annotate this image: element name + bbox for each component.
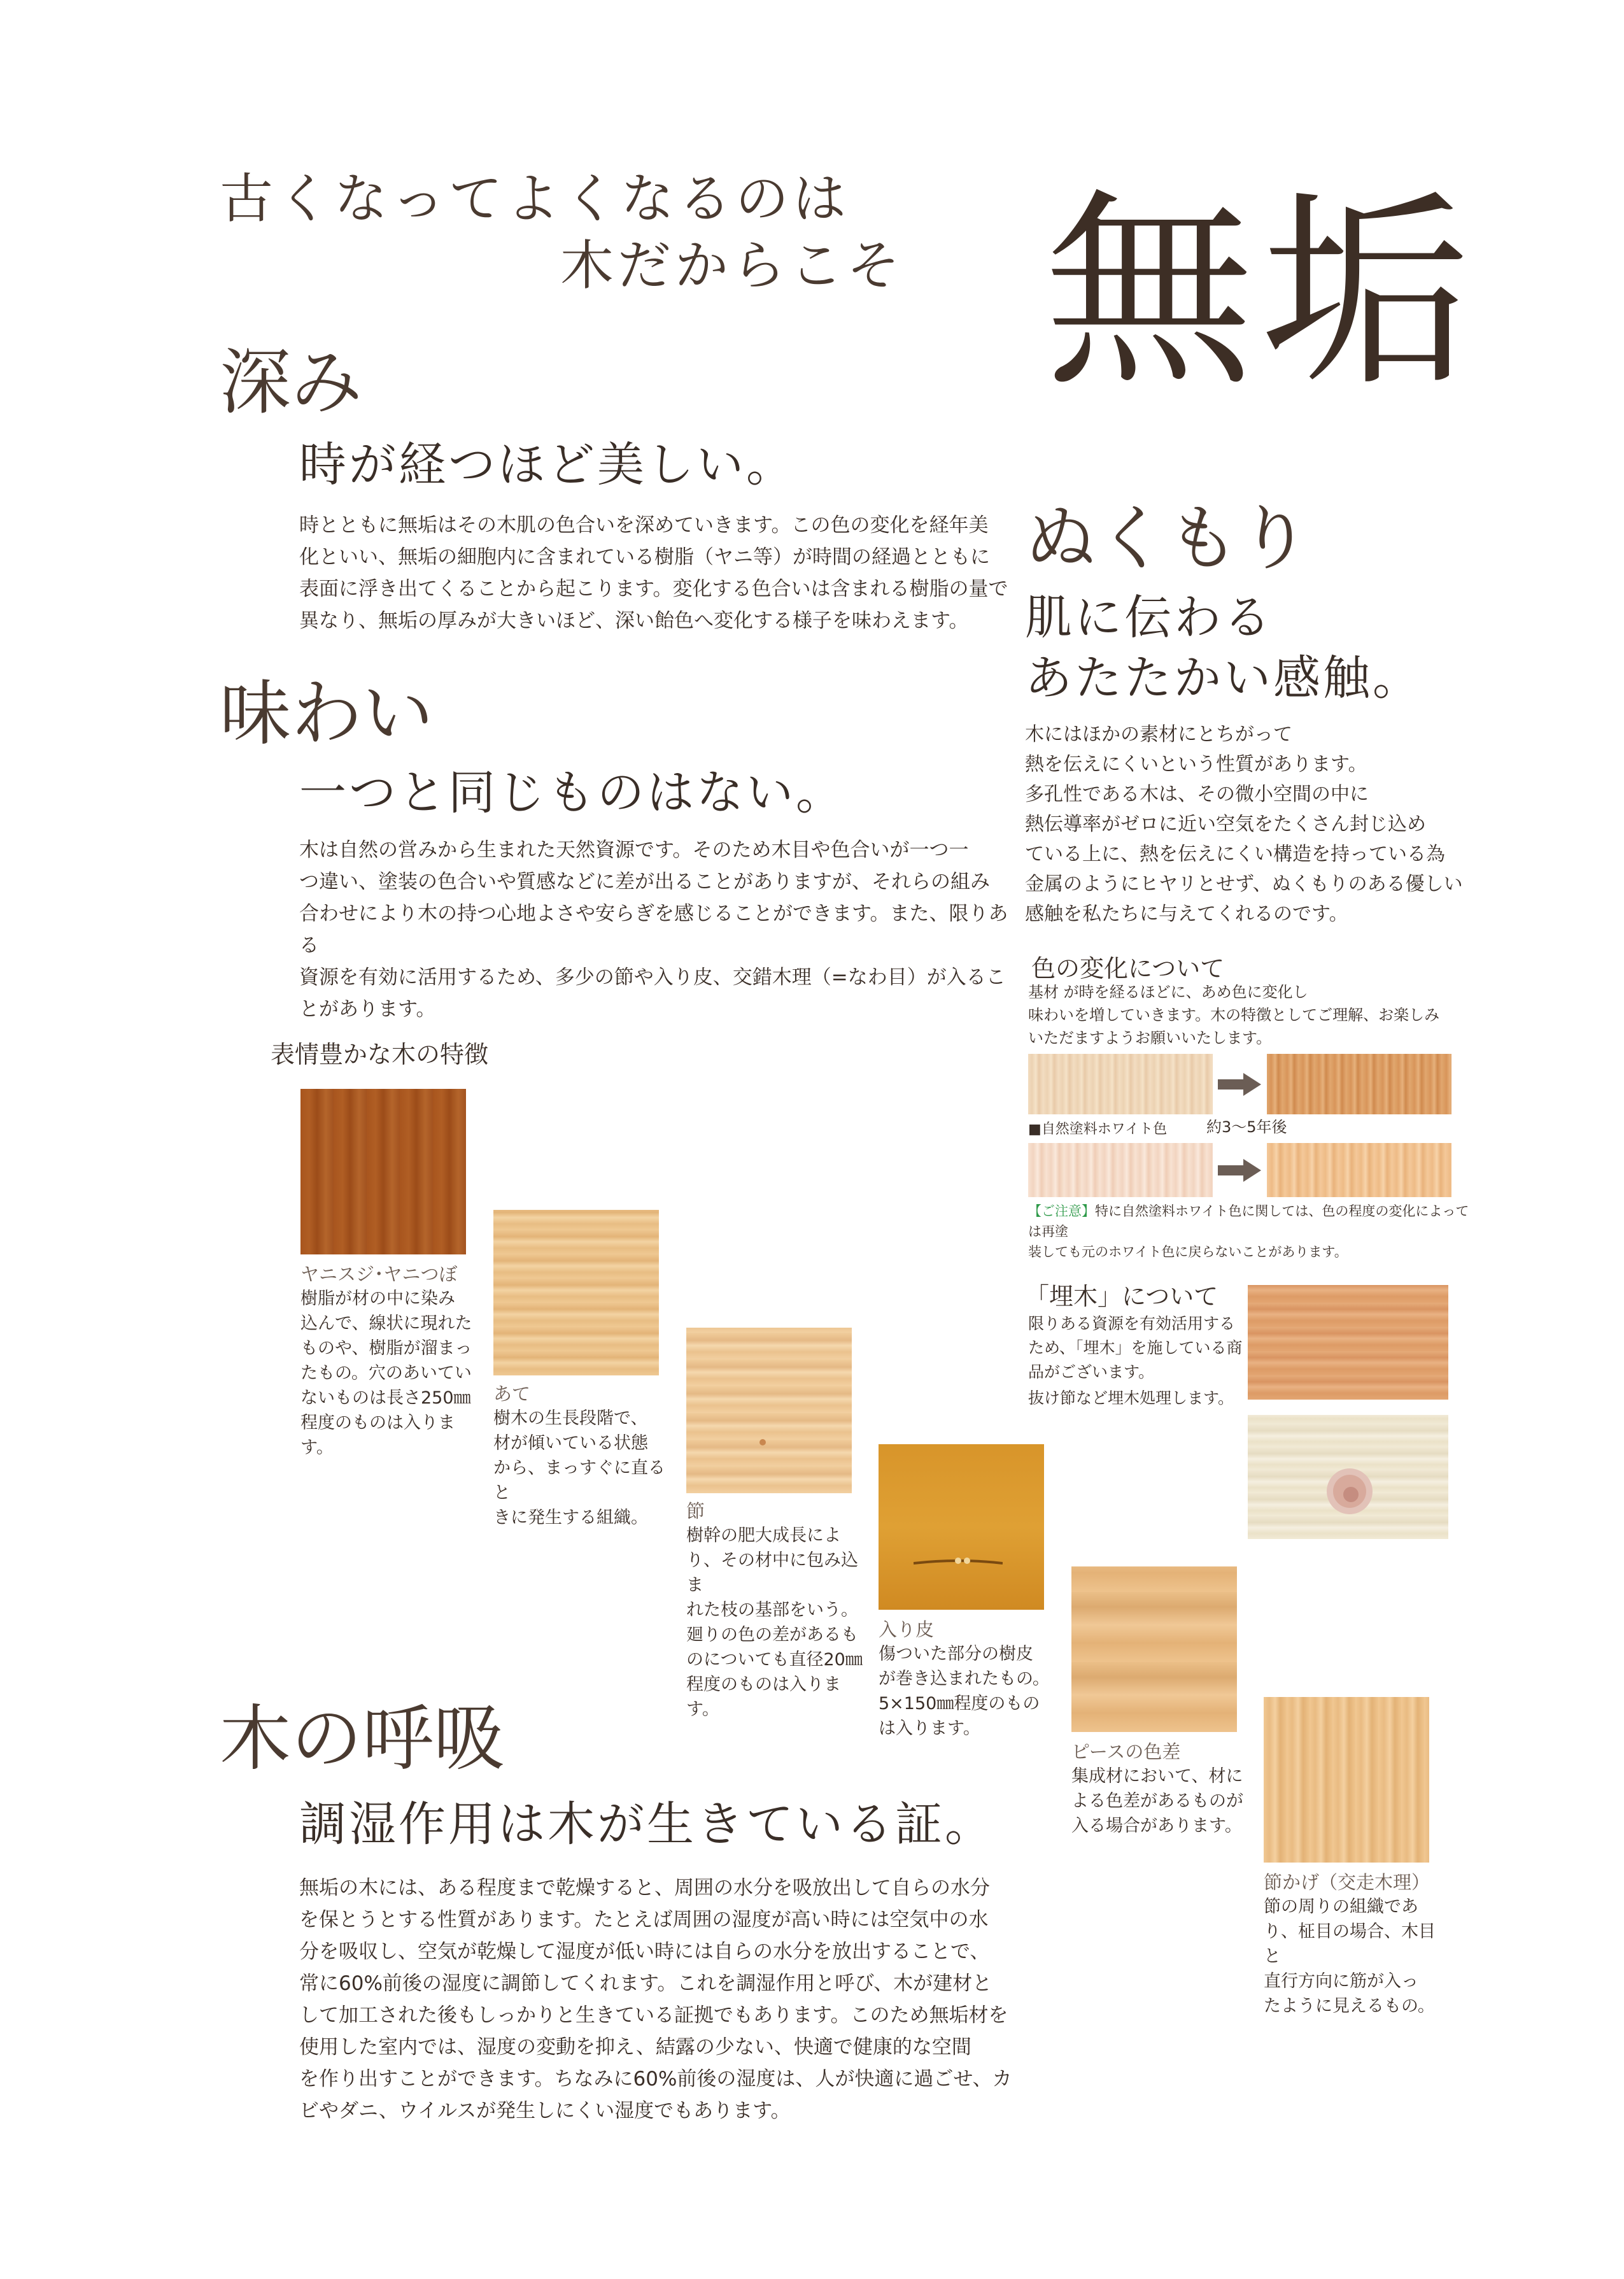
umoregi-heading: 「埋木」について xyxy=(1025,1282,1218,1310)
arrow-right-icon-2 xyxy=(1218,1158,1262,1183)
feature-image-ate xyxy=(493,1210,659,1375)
feature-label-fushikage: 節かげ（交走木理） xyxy=(1264,1871,1430,1893)
feature-label-ate: あて xyxy=(493,1383,531,1405)
natural-before-image xyxy=(1028,1143,1213,1197)
feature-text-yanisuji: 樹脂が材の中に染み 込んで、線状に現れた ものや、樹脂が溜まっ たもの。穴のあいてい ないものは長さ250㎜ 程度のものは入ります。 xyxy=(300,1289,472,1458)
kokyu-subheading: 調湿作用は木が生きている証。 xyxy=(299,1797,994,1852)
feature-image-fushikage xyxy=(1264,1697,1429,1863)
fukami-subheading: 時が経つほど美しい。 xyxy=(299,437,796,492)
ajiwai-body: 木は自然の営みから生まれた天然資源です。そのため木目や色合いが一つ一 つ違い、塗装の色合いや質感などに差が出ることがありますが、それらの組み 合わせにより木の持つ心地よさや安らぎを感じることができます。また、限りある 資源を有効に活用するため、多少の節や入り皮、交錯木理（=なわ目）が入るこ とがあります。 xyxy=(299,839,1008,1021)
features-heading: 表情豊かな木の特徴 xyxy=(271,1040,489,1069)
ajiwai-heading: 味わい xyxy=(220,672,434,755)
white-finish-after-image xyxy=(1267,1054,1451,1114)
ajiwai-subheading: 一つと同じものはない。 xyxy=(299,765,845,820)
color-change-heading: 色の変化について xyxy=(1031,955,1225,983)
feature-label-yanisuji: ヤニスジ･ヤニつぼ xyxy=(300,1263,458,1285)
wood-plug-knot xyxy=(1324,1466,1375,1517)
natural-after-image xyxy=(1267,1143,1451,1197)
fukami-body: 時とともに無垢はその木肌の色合いを深めていきます。この色の変化を経年美 化といい、無垢の細胞内に含まれている樹脂（ヤニ等）が時間の経過とともに 表面に浮き出てくることから起こります。変化する色合いは含まれる樹脂の量で 異なり、無垢の厚みが大きいほど、深い飴色へ変化する様子を味わえます。 xyxy=(299,514,1008,632)
headline-line2: 木だからこそ xyxy=(560,234,905,297)
feature-label-piece: ピースの色差 xyxy=(1071,1741,1181,1763)
feature-text-fushi: 樹幹の肥大成長によ り、その材中に包み込ま れた枝の基部をいう。 廻りの色の差があるも のについても直径20㎜ 程度のものは入ります。 xyxy=(686,1526,863,1719)
note-tag: 【ご注意】 xyxy=(1028,1203,1095,1219)
fukami-heading: 深み xyxy=(220,341,362,424)
umoregi-body: 限りある資源を有効活用する ため、「埋木」を施している商 品がございます。 xyxy=(1028,1314,1243,1381)
headline-line1: 古くなってよくなるのは xyxy=(220,167,851,230)
nukumori-subheading-1: 肌に伝わる xyxy=(1025,590,1273,645)
kokyu-heading: 木の呼吸 xyxy=(220,1698,505,1780)
note-text: 特に自然塗料ホワイト色に関しては、色の程度の変化によっては再塗 装しても元のホワイト色に戻らないことがあります。 xyxy=(1028,1203,1469,1260)
umoregi-body-2: 抜け節など埋木処理します。 xyxy=(1028,1389,1234,1407)
arrow-right-icon xyxy=(1218,1072,1262,1097)
feature-label-fushi: 節 xyxy=(686,1500,705,1522)
headline-big-kanji: 無垢 xyxy=(1044,171,1477,415)
feature-image-yanisuji xyxy=(300,1089,466,1254)
nukumori-body: 木にはほかの素材にとちがって 熱を伝えにくいという性質があります。 多孔性である木は、その微小空間の中に 熱伝導率がゼロに近い空気をたくさん封じ込め ている上に、熱を伝えにくい構造を持っている為 金属のようにヒヤリとせず、ぬくもりのある優しい 感触を私たちに与えてくれるのです。 xyxy=(1025,723,1463,925)
umoregi-image-1 xyxy=(1248,1285,1448,1400)
feature-image-fushi xyxy=(686,1328,852,1493)
feature-image-piece xyxy=(1071,1566,1237,1732)
feature-text-ate: 樹木の生長段階で、 材が傾いている状態 から、まっすぐに直ると きに発生する組織。 xyxy=(493,1409,665,1528)
years-label: 約3〜5年後 xyxy=(1206,1118,1287,1136)
nukumori-heading: ぬくもり xyxy=(1025,497,1310,580)
bark-inclusion-mark xyxy=(914,1556,1003,1568)
feature-image-irikawa xyxy=(879,1444,1044,1610)
color-change-body: 基材 が時を経るほどに、あめ色に変化し 味わいを増していきます。木の特徴としてご理解、お楽しみ いただますようお願いいたします。 xyxy=(1028,983,1440,1047)
color-change-note xyxy=(1028,1201,1474,1262)
knot-mark xyxy=(756,1436,769,1449)
white-finish-label: ■自然塗料ホワイト色 xyxy=(1028,1121,1168,1137)
umoregi-image-2 xyxy=(1248,1415,1448,1539)
kokyu-body: 無垢の木には、ある程度まで乾燥すると、周囲の水分を吸放出して自らの水分 を保とうとする性質があります。たとえば周囲の湿度が高い時には空気中の水 分を吸収し、空気が乾燥して湿度が低い時には自らの水分を放出することで、 常に60%前後の湿度に調節してくれます。これを調湿作用と呼び、木が建材と して加工された後もしっかりと生きている証拠でもあります。このため無垢材を 使用した室内では、湿度の変動を抑え、結露の少ない、快適で健康的な空間 を作り出すことができます。ちなみに60%前後の湿度は、人が快適に過ごせ、カ ビやダニ、ウイルスが発生しにくい湿度でもあります。 xyxy=(299,1877,1012,2122)
feature-text-irikawa: 傷ついた部分の樹皮 が巻き込まれたもの。 5×150㎜程度のもの は入ります。 xyxy=(879,1644,1050,1738)
feature-label-irikawa: 入り皮 xyxy=(879,1619,935,1640)
nukumori-subheading-2: あたたかい感触。 xyxy=(1025,651,1422,706)
feature-text-piece: 集成材において、材に よる色差があるものが 入る場合があります。 xyxy=(1071,1766,1243,1836)
white-finish-before-image xyxy=(1028,1054,1213,1114)
feature-text-fushikage: 節の周りの組織であ り、柾目の場合、木目と 直行方向に筋が入っ たように見えるもの。 xyxy=(1264,1897,1436,2016)
